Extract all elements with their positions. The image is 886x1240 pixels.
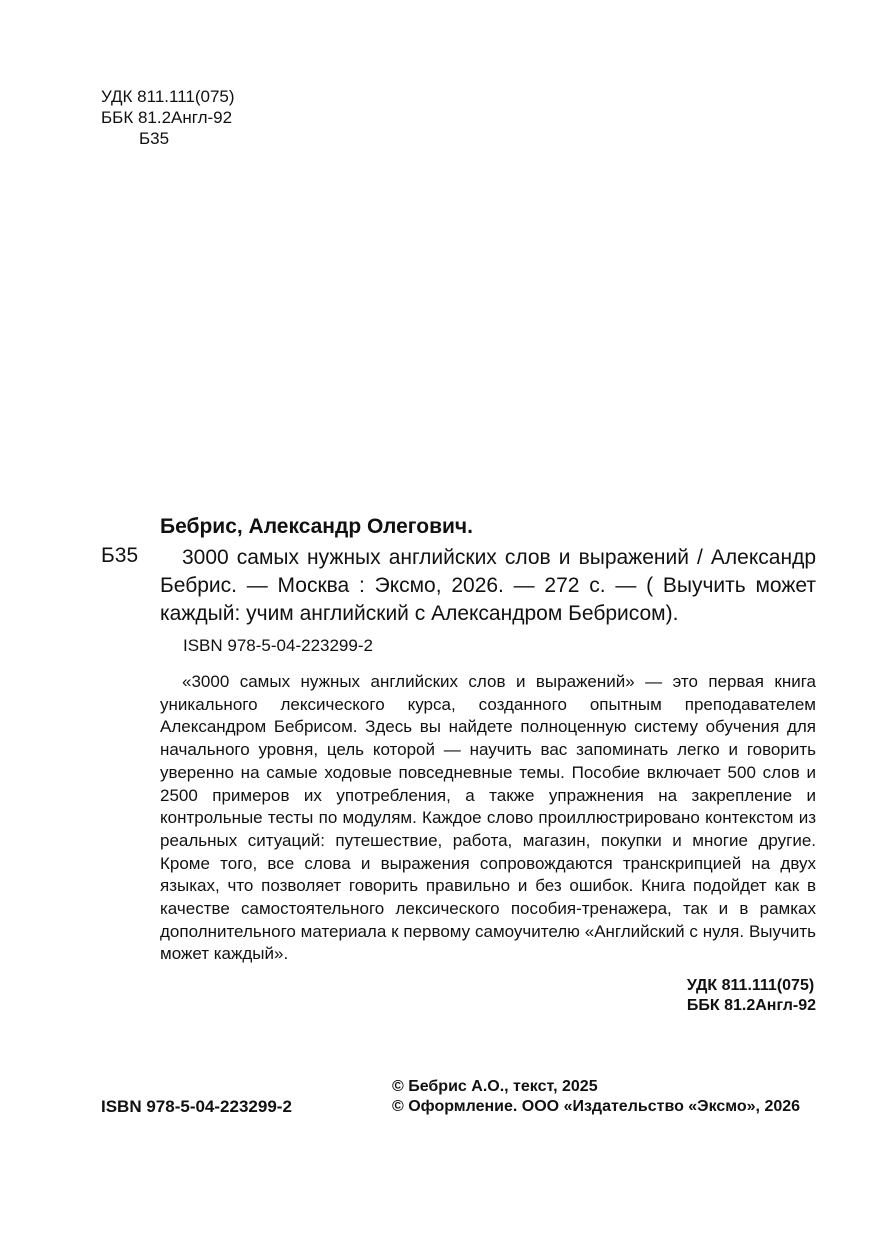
entry-isbn: ISBN 978-5-04-223299-2 <box>183 636 373 655</box>
bottom-udk-code: УДК 811.111(075) <box>686 977 815 994</box>
udk-code: УДК 811.111(075) <box>101 87 235 106</box>
copyright-text-line: © Бебрис А.О., текст, 2025 <box>392 1078 598 1095</box>
bbk-code: ББК 81.2Англ-92 <box>101 108 233 127</box>
copyright-block <box>392 1077 800 1117</box>
annotation-text: «3000 самых нужных английских слов и выражений» — это первая книга уникального лексического курса, созданного опытным преподавателем Александром Бебрисом. Здесь вы найдете полноценную систему обучения для начального уровня, цель которой — научить вас запоминать легко и говорить уверенно на самые ходовые повседневные темы. Пособие включает 500 слов и 2500 примеров их употребления, а также упражнения на закрепление и контрольные тесты по модулям. Каждое слово проиллюстрировано контекстом из реальных ситуаций: путешествие, работа, магазин, покупки и многие другие. Кроме того, все слова и выражения сопровождаются транскрипцией на двух языках, что позволяет говорить правильно и без ошибок. Книга подойдет как в качестве самостоятельного лексического пособия-тренажера, так и в рамках дополнительного материала к первому самоучителю «Английский с нуля. Выучить может каждый». <box>160 672 816 964</box>
bottom-classification-codes <box>687 976 816 1016</box>
footer-isbn: ISBN 978-5-04-223299-2 <box>101 1097 292 1116</box>
author-name: Бебрис, Александр Олегович. <box>160 515 473 538</box>
author-mark: Б35 <box>139 129 170 148</box>
bottom-bbk-code: ББК 81.2Англ-92 <box>686 997 816 1014</box>
bibliographic-description: 3000 самых нужных английских слов и выражений / Александр Бебрис. — Москва : Эксмо, 2026. — 272 с. — ( Выучить может каждый: учим английский с Александром Бебрисом). <box>160 546 816 625</box>
entry-author-mark: Б35 <box>101 544 139 567</box>
header-classification-codes <box>101 86 235 149</box>
copyright-design-line: © Оформление. ООО «Издательство «Эксмо», 2026 <box>392 1098 801 1115</box>
